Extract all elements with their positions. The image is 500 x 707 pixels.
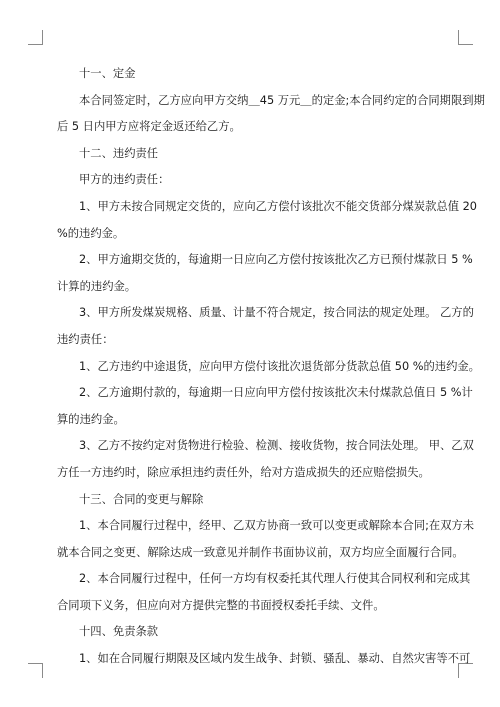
section-heading-deposit: 十一、定金 [79,67,136,80]
crop-mark-top-left [28,30,43,45]
paragraph-line: 2、乙方逾期付款的，每逾期一日应向甲方偿付按该批次未付煤款总值日 5 %计 [79,386,473,400]
exemption-clause-1: 1、如在合同履行期限及区域内发生战争、封锁、骚乱、暴动、自然灾害等不可 [79,652,471,666]
crop-mark-bottom-left [28,663,43,678]
paragraph-line: 2、本合同履行过程中，任何一方均有权委托其代理人行使其合同权利和完成其 [79,572,471,586]
party-a-clause-1 [57,199,477,242]
paragraph-line: 算的违约金。 [57,412,125,426]
section-heading-breach: 十二、违约责任 [79,146,159,160]
paragraph-line: 违约责任： [57,332,114,346]
party-b-clause-3 [57,438,474,481]
amendment-clause-1 [57,518,475,561]
paragraph-line: 3、乙方不按约定对货物进行检验、检测、接收货物，按合同法处理。 甲、乙双 [79,439,474,453]
paragraph-line: 3、甲方所发煤炭规格、质量、计量不符合规定，按合同法的规定处理。 乙方的 [79,306,474,320]
section-heading-amendment: 十三、合同的变更与解除 [79,492,204,506]
paragraph-line: 方任一方违约时，除应承担违约责任外，给对方造成损失的还应赔偿损失。 [57,465,430,479]
paragraph-line: 合同项下义务，但应向对方提供完整的书面授权委托手续、文件。 [57,598,385,612]
paragraph-line: 计算的违约金。 [57,279,137,293]
amendment-clause-2 [57,571,471,614]
party-a-liability-heading: 甲方的违约责任： [79,173,170,187]
section-heading-exemption: 十四、免责条款 [79,625,159,639]
document-body [57,66,485,678]
party-a-clause-3 [57,305,474,348]
deposit-paragraph [57,93,485,136]
party-b-clause-2 [57,385,473,428]
paragraph-line: 1、本合同履行过程中，经甲、乙双方协商一致可以变更或解除本合同;在双方未 [79,519,475,533]
paragraph-line: 后 5 日内甲方应将定金返还给乙方。 [57,120,241,134]
paragraph-line: 本合同签定时，乙方应向甲方交纳＿45 万元＿的定金;本合同约定的合同期限到期 [79,93,485,107]
party-b-clause-1: 1、乙方违约中途退货，应向甲方偿付该批次退货部分货款总值 50 %的违约金。 [79,359,480,373]
crop-mark-top-right [458,30,473,45]
paragraph-line: 1、甲方未按合同规定交货的，应向乙方偿付该批次不能交货部分煤炭款总值 20 [79,199,477,213]
paragraph-line: 2、甲方逾期交货的，每逾期一日应向乙方偿付按该批次乙方已预付煤款日 5 % [79,253,473,267]
paragraph-line: %的违约金。 [57,226,125,240]
paragraph-line: 就本合同之变更、解除达成一致意见并制作书面协议前，双方均应全面履行合同。 [57,545,464,559]
party-a-clause-2 [57,252,473,295]
